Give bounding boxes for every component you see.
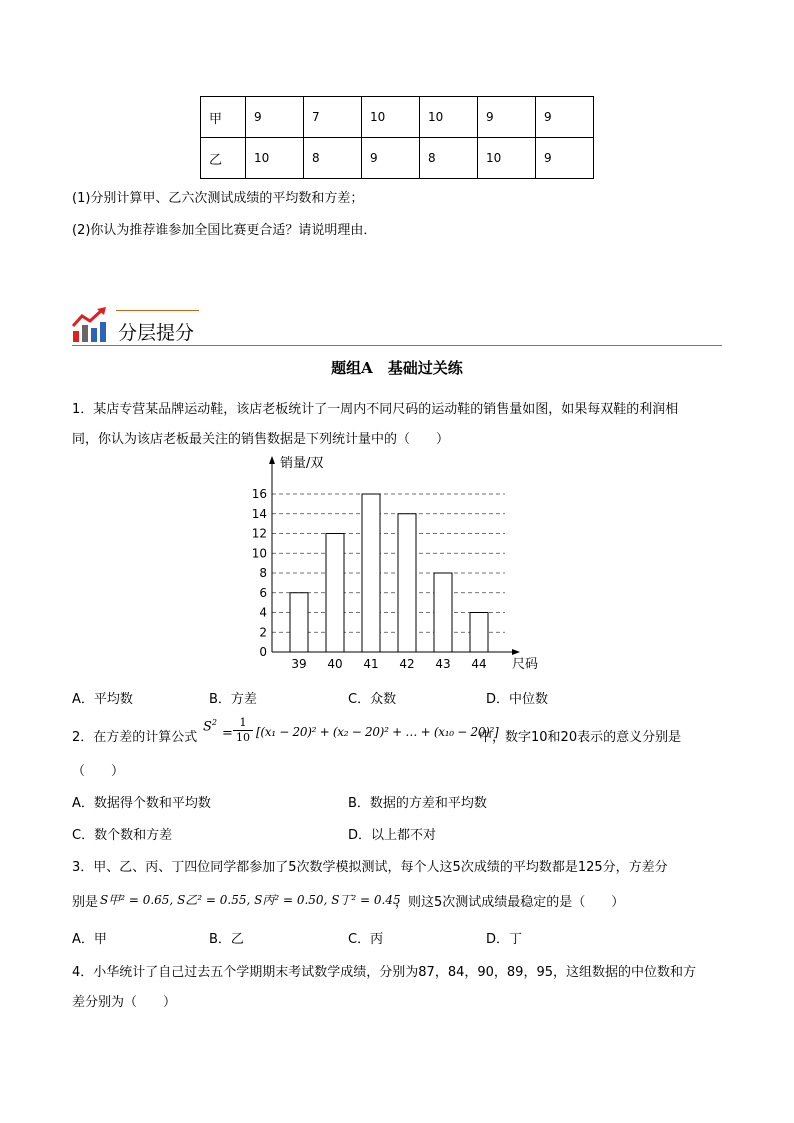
score-cell: 10 <box>362 97 420 138</box>
x-tick-label: 40 <box>327 657 343 671</box>
formula-numerator: 1 <box>239 716 247 729</box>
q3-line-1: 3．甲、乙、丙、丁四位同学都参加了5次数学模拟测试，每个人这5次成绩的平均数都是125分，方差分 <box>72 860 668 875</box>
formula-sup: 2 <box>211 718 217 727</box>
section-divider <box>72 345 722 346</box>
score-cell: 9 <box>478 97 536 138</box>
intro-question-2: (2)你认为推荐谁参加全国比赛更合适？请说明理由． <box>72 223 377 238</box>
y-tick-label: 2 <box>259 625 267 640</box>
q3-option-c[interactable]: C．丙 <box>348 932 384 947</box>
score-cell: 9 <box>362 138 420 179</box>
score-cell: 10 <box>478 138 536 179</box>
q2-suffix: 中，数字10和20表示的意义分别是 <box>479 730 682 745</box>
y-axis-label: 销量/双 <box>280 456 324 471</box>
q1-line-1: 1．某店专营某品牌运动鞋，该店老板统计了一周内不同尺码的运动鞋的销售量如图，如果每双鞋的利润相 <box>72 402 679 417</box>
x-tick-label: 41 <box>363 657 379 671</box>
x-tick-label: 42 <box>399 657 415 671</box>
q3-line-2-suffix: ，则这5次测试成绩最稳定的是（ ） <box>395 895 625 910</box>
y-tick-label: 14 <box>251 506 267 521</box>
q2-option-b[interactable]: B．数据的方差和平均数 <box>348 796 487 811</box>
y-axis-arrow <box>269 456 275 464</box>
bar-41 <box>362 494 380 652</box>
row-name: 乙 <box>201 138 246 179</box>
formula-eq: = <box>222 726 233 741</box>
q4-line-2: 差分别为（ ） <box>72 995 177 1010</box>
x-axis-arrow <box>512 649 520 655</box>
x-tick-label: 43 <box>435 657 451 671</box>
q1-option-b[interactable]: B．方差 <box>209 692 257 707</box>
q1-option-d[interactable]: D．中位数 <box>486 692 549 707</box>
section-title: 分层提分 <box>118 322 195 344</box>
table-row <box>201 138 594 179</box>
formula-body: [(x₁ − 20)² + (x₂ − 20)² + … + (x₁₀ − 20)²] <box>256 725 499 739</box>
q3-option-b[interactable]: B．乙 <box>209 932 244 947</box>
group-title: 题组A 基础过关练 <box>331 359 463 377</box>
y-tick-label: 10 <box>251 546 267 561</box>
score-cell: 9 <box>536 97 594 138</box>
y-tick-label: 0 <box>259 645 267 659</box>
q1-line-2: 同，你认为该店老板最关注的销售数据是下列统计量中的（ ） <box>72 432 450 447</box>
formula-fraction <box>233 716 253 744</box>
bar-39 <box>290 593 308 652</box>
y-tick-label: 4 <box>259 605 267 620</box>
q1-option-c[interactable]: C．众数 <box>348 692 397 707</box>
q2-option-a[interactable]: A．数据得个数和平均数 <box>72 796 211 811</box>
q3-line-2-prefix: 别是 <box>72 895 99 910</box>
q1-option-a[interactable]: A．平均数 <box>72 692 133 707</box>
formula-denominator: 10 <box>233 730 253 744</box>
y-tick-label: 6 <box>259 585 267 600</box>
sales-bar-chart <box>250 452 550 676</box>
bar-43 <box>434 573 452 652</box>
y-tick-label: 8 <box>259 566 267 580</box>
table-row <box>201 97 594 138</box>
formula-variance <box>203 718 217 734</box>
score-cell: 9 <box>246 97 304 138</box>
bar-40 <box>326 534 344 653</box>
score-cell: 8 <box>304 138 362 179</box>
x-tick-label: 44 <box>471 657 487 671</box>
score-cell: 8 <box>420 138 478 179</box>
score-cell: 9 <box>536 138 594 179</box>
score-cell: 10 <box>420 97 478 138</box>
q2-option-c[interactable]: C．数个数和方差 <box>72 828 173 843</box>
y-tick-label: 16 <box>251 487 267 501</box>
bar-42 <box>398 514 416 652</box>
score-cell: 7 <box>304 97 362 138</box>
chart-logo-icon <box>70 304 110 344</box>
section-top-line <box>116 310 199 311</box>
q2-prefix: 2．在方差的计算公式 <box>72 730 198 745</box>
q3-variances: S甲² = 0.65, S乙² = 0.55, S丙² = 0.50, S丁² = 0.45 <box>100 893 401 907</box>
x-axis-label: 尺码 <box>512 657 539 672</box>
score-table <box>200 96 594 179</box>
row-name: 甲 <box>201 97 246 138</box>
score-cell: 10 <box>246 138 304 179</box>
y-tick-label: 12 <box>251 526 267 541</box>
bar-44 <box>470 613 488 653</box>
intro-question-1: (1)分别计算甲、乙六次测试成绩的平均数和方差； <box>72 191 364 206</box>
formula-s: S <box>203 719 212 735</box>
q3-option-a[interactable]: A．甲 <box>72 932 107 947</box>
q2-blank: （ ） <box>72 764 125 779</box>
q3-option-d[interactable]: D．丁 <box>486 932 523 947</box>
q2-option-d[interactable]: D．以上都不对 <box>348 828 437 843</box>
q4-line-1: 4．小华统计了自己过去五个学期期末考试数学成绩，分别为87，84，90，89，95，这组数据的中位数和方 <box>72 965 696 980</box>
x-tick-label: 39 <box>291 657 307 671</box>
